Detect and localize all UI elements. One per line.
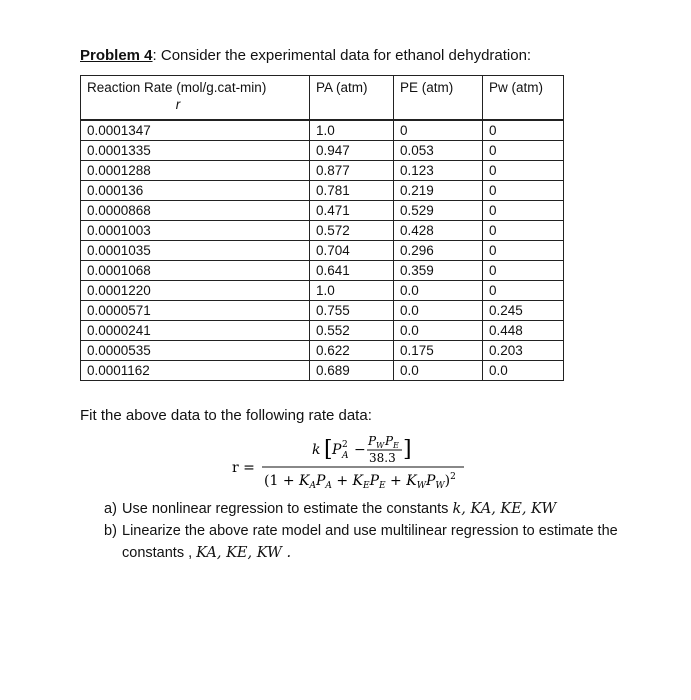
cell-rate: 0.0001035 — [81, 241, 310, 261]
cell-pe: 0.359 — [394, 261, 483, 281]
header-rate-symbol: r — [175, 97, 181, 112]
eq-pa: P — [332, 442, 342, 458]
eq-pa-sup: 2 — [342, 440, 348, 450]
header-pa: PA (atm) — [310, 76, 394, 121]
table-row — [81, 281, 564, 301]
cell-pw: 0 — [483, 261, 564, 281]
eq-denominator: $(1 + K_AP_A + K_EP_E + K_WP_W)^2$ — [264, 472, 456, 491]
cell-rate: 0.0000868 — [81, 201, 310, 221]
cell-rate: 0.0001162 — [81, 361, 310, 381]
eq-pe-sub: E — [393, 441, 399, 450]
question-b — [104, 520, 624, 564]
cell-pw: 0.203 — [483, 341, 564, 361]
table-row — [81, 341, 564, 361]
cell-pa: 0.572 — [310, 221, 394, 241]
cell-pa: 0.641 — [310, 261, 394, 281]
eq-lhs: r = — [232, 460, 255, 476]
cell-rate: 0.0000241 — [81, 321, 310, 341]
fit-instruction: Fit the above data to the following rate data: — [80, 407, 372, 424]
cell-rate: 0.0001288 — [81, 161, 310, 181]
table-header-row — [81, 76, 564, 121]
cell-rate: 0.000136 — [81, 181, 310, 201]
cell-pa: 0.755 — [310, 301, 394, 321]
problem-text: : Consider the experimental data for ethanol dehydration: — [152, 47, 532, 64]
eq-bracket-right: ] — [403, 437, 412, 462]
question-a — [104, 498, 624, 520]
cell-pe: 0.529 — [394, 201, 483, 221]
cell-pa: 0.947 — [310, 141, 394, 161]
cell-pe: 0.123 — [394, 161, 483, 181]
cell-pa: 0.552 — [310, 321, 394, 341]
cell-pe: 0.053 — [394, 141, 483, 161]
cell-pw: 0 — [483, 181, 564, 201]
eq-bracket-left: [ — [324, 437, 333, 462]
table-row — [81, 161, 564, 181]
cell-pe: 0 — [394, 120, 483, 141]
cell-pw: 0 — [483, 120, 564, 141]
cell-pe: 0.0 — [394, 301, 483, 321]
question-text: Linearize the above rate model and use multilinear regression to estimate the constants , — [122, 523, 618, 561]
eq-k: k — [312, 442, 321, 458]
cell-pe: 0.219 — [394, 181, 483, 201]
rate-equation — [232, 432, 472, 494]
cell-rate: 0.0001335 — [81, 141, 310, 161]
cell-pw: 0 — [483, 201, 564, 221]
cell-pe: 0.0 — [394, 361, 483, 381]
cell-pa: 0.704 — [310, 241, 394, 261]
cell-pw: 0 — [483, 281, 564, 301]
question-letter: b) — [104, 523, 117, 539]
cell-pe: 0.175 — [394, 341, 483, 361]
cell-pw: 0 — [483, 161, 564, 181]
table-row — [81, 120, 564, 141]
cell-pa: 0.471 — [310, 201, 394, 221]
eq-pw: P — [368, 434, 377, 448]
table-row — [81, 261, 564, 281]
questions-list — [104, 498, 624, 564]
cell-rate: 0.0001220 — [81, 281, 310, 301]
eq-pw-sub: W — [376, 441, 385, 450]
cell-pa: 0.781 — [310, 181, 394, 201]
cell-pa: 0.622 — [310, 341, 394, 361]
rate-equation-graphic — [232, 432, 472, 494]
problem-label: Problem 4 — [80, 47, 153, 64]
question-letter: a) — [104, 501, 117, 517]
table-row — [81, 221, 564, 241]
cell-rate: 0.0001347 — [81, 120, 310, 141]
table-row — [81, 141, 564, 161]
eq-const: 38.3 — [369, 451, 396, 465]
question-text: Use nonlinear regression to estimate the constants — [122, 501, 453, 517]
table-row — [81, 201, 564, 221]
question-vars: k, KA, KE, KW — [452, 501, 557, 517]
cell-pw: 0 — [483, 141, 564, 161]
table-row — [81, 181, 564, 201]
table-row — [81, 361, 564, 381]
cell-rate: 0.0000535 — [81, 341, 310, 361]
header-pw: Pw (atm) — [483, 76, 564, 121]
cell-pw: 0.448 — [483, 321, 564, 341]
eq-pe: P — [385, 434, 394, 448]
cell-pa: 1.0 — [310, 281, 394, 301]
cell-pe: 0.428 — [394, 221, 483, 241]
cell-rate: 0.0001003 — [81, 221, 310, 241]
cell-pe: 0.0 — [394, 281, 483, 301]
table-row — [81, 301, 564, 321]
question-vars: KA, KE, KW . — [196, 545, 292, 561]
eq-pa-sub: A — [342, 451, 349, 461]
cell-pa: 0.689 — [310, 361, 394, 381]
data-table — [80, 75, 564, 381]
cell-pe: 0.0 — [394, 321, 483, 341]
table-row — [81, 321, 564, 341]
problem-title — [80, 47, 531, 64]
cell-pw: 0.245 — [483, 301, 564, 321]
cell-pa: 0.877 — [310, 161, 394, 181]
header-rate: Reaction Rate (mol/g.cat-min) r — [81, 76, 310, 121]
cell-pw: 0 — [483, 221, 564, 241]
header-pe: PE (atm) — [394, 76, 483, 121]
eq-minus: − — [354, 442, 366, 458]
cell-rate: 0.0001068 — [81, 261, 310, 281]
cell-pw: 0 — [483, 241, 564, 261]
cell-rate: 0.0000571 — [81, 301, 310, 321]
table-row — [81, 241, 564, 261]
cell-pw: 0.0 — [483, 361, 564, 381]
cell-pa: 1.0 — [310, 120, 394, 141]
cell-pe: 0.296 — [394, 241, 483, 261]
